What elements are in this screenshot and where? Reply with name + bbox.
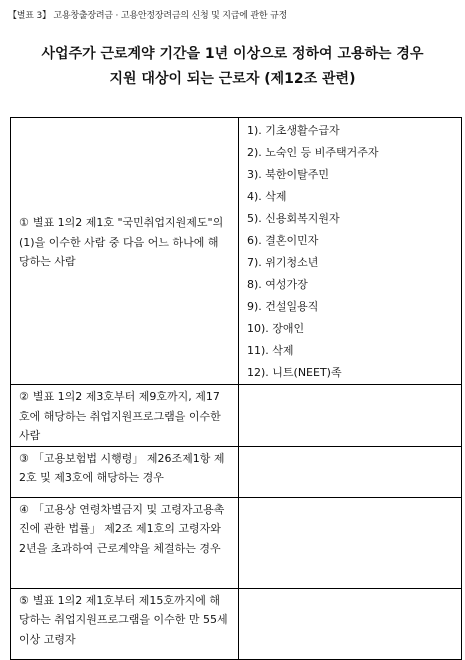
empty-cell: [239, 385, 462, 447]
table-row: [11, 588, 462, 659]
list-item: 7). 위기청소년: [247, 256, 319, 269]
table-row: [11, 446, 462, 497]
empty-cell: [239, 446, 462, 497]
table-row: [11, 497, 462, 588]
list-item: 4). 삭제: [247, 190, 287, 203]
criteria-text: 별표 1의2 제1호부터 제15호까지에 해당하는 취업지원프로그램을 이수한 만 55세 이상 고령자: [19, 593, 228, 646]
document-subtitle: 지원 대상이 되는 근로자 (제12조 관련): [109, 71, 356, 87]
list-item: 5). 신용회복지원자: [247, 212, 340, 225]
row-marker: ①: [19, 216, 29, 229]
list-item: 11). 삭제: [247, 344, 294, 357]
document-title: 사업주가 근로계약 기간을 1년 이상으로 정하여 고용하는 경우: [41, 46, 424, 62]
criteria-text: 「고용상 연령차별금지 및 고령자고용촉진에 관한 법률」 제2조 제1호의 고령자와 2년을 초과하여 근로계약을 체결하는 경우: [19, 502, 225, 555]
list-item: 2). 노숙인 등 비주택거주자: [247, 146, 379, 159]
list-item: 1). 기초생활수급자: [247, 124, 340, 137]
target-list: [239, 118, 461, 384]
document-header: 【별표 3】 고용창출장려금 · 고용안정장려금의 신청 및 지급에 관한 규정: [8, 11, 288, 21]
row-marker: ②: [19, 390, 29, 403]
list-item: 6). 결혼이민자: [247, 234, 319, 247]
target-list-cell: [239, 118, 462, 385]
empty-cell: [239, 497, 462, 588]
criteria-text: 별표 1의2 제3호부터 제9호까지, 제17호에 해당하는 취업지원프로그램을 이수한 사람: [19, 390, 221, 442]
row-marker: ⑤: [19, 593, 29, 607]
criteria-cell: [11, 385, 239, 447]
criteria-text: 별표 1의2 제1호 "국민취업지원제도"의 (1)을 이수한 사람 중 다음 어느 하나에 해당하는 사람: [19, 216, 224, 268]
list-item: 8). 여성가장: [247, 278, 308, 291]
empty-cell: [239, 588, 462, 659]
criteria-cell: [11, 588, 239, 659]
list-item: 12). 니트(NEET)족: [247, 366, 342, 379]
criteria-cell: [11, 446, 239, 497]
criteria-cell: [11, 497, 239, 588]
criteria-text: 「고용보험법 시행령」 제26조제1항 제2호 및 제3호에 해당하는 경우: [19, 451, 225, 484]
list-item: 3). 북한이탈주민: [247, 168, 330, 181]
list-item: 10). 장애인: [247, 322, 305, 335]
row-marker: ④: [19, 502, 29, 516]
table-row: [11, 118, 462, 385]
table-row: [11, 385, 462, 447]
list-item: 9). 건설일용직: [247, 300, 319, 313]
criteria-cell: [11, 118, 239, 385]
eligibility-table: [10, 117, 462, 660]
row-marker: ③: [19, 451, 29, 465]
